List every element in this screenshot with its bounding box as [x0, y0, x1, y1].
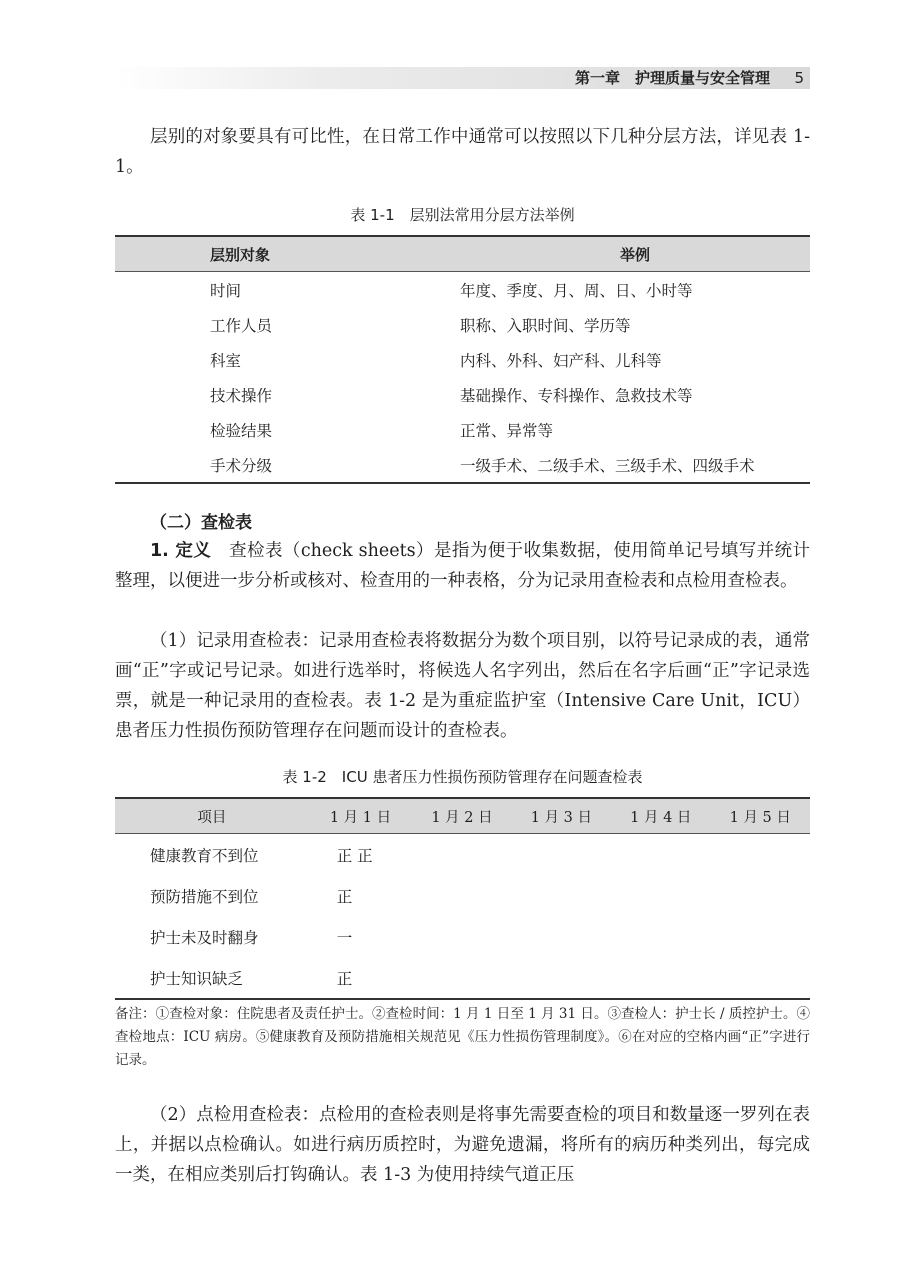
table-row [115, 834, 810, 876]
table-cell [711, 875, 810, 916]
column-header: 举例 [460, 236, 810, 272]
table-header-row [115, 236, 810, 272]
column-header: 1 月 1 日 [309, 798, 413, 834]
table-cell: 工作人员 [210, 316, 273, 335]
table-cell: 预防措施不到位 [150, 887, 259, 906]
column-header: 项目 [115, 798, 309, 834]
table-cell: 护士知识缺乏 [150, 969, 244, 988]
running-header [115, 67, 810, 89]
record-paragraph: （1）记录用查检表：记录用查检表将数据分为数个项目别，以符号记录成的表，通常画“正”字或记号记录。如进行选举时，将候选人名字列出，然后在名字后画“正”字记录选票，就是一种记录用的查检表。表 1-2 是为重症监护室（Intensive Care Unit，ICU）患者压力性损伤预防管理存在问题而设计的查检表。 [115, 631, 810, 741]
table-cell: 职称、入职时间、学历等 [460, 316, 631, 335]
column-header: 1 月 5 日 [711, 798, 810, 834]
table-cell: 基础操作、专科操作、急救技术等 [460, 386, 693, 405]
table-cell [611, 875, 710, 916]
table-row [115, 377, 810, 412]
table-cell: 正 [336, 969, 353, 988]
table-cell [711, 834, 810, 876]
chapter-title: 第一章 护理质量与安全管理 [574, 69, 770, 87]
table-cell [512, 834, 611, 876]
table-row [115, 447, 810, 483]
table2 [115, 797, 810, 1000]
table-row [115, 916, 810, 957]
table-cell: 护士未及时翻身 [150, 928, 259, 947]
table-cell [611, 957, 710, 999]
table-cell: 正 [336, 887, 353, 906]
table-cell [611, 834, 710, 876]
table-cell: 一 [336, 928, 353, 947]
table1 [115, 235, 810, 484]
table-cell: 内科、外科、妇产科、儿科等 [460, 351, 662, 370]
table2-note: 备注：①查检对象：住院患者及责任护士。②查检时间：1 月 1 日至 1 月 31 日。③查检人：护士长 / 质控护士。④查检地点：ICU 病房。⑤健康教育及预防措施相关规范见《压力性损伤管理制度》。⑥在对应的空格内画“正”字进行记录。 [115, 1006, 810, 1068]
definition-paragraph [115, 536, 810, 596]
table-cell: 技术操作 [210, 386, 273, 405]
definition-text: 查检表（check sheets）是指为便于收集数据，使用简单记号填写并统计整理，以便进一步分析或核对、检查用的一种表格，分为记录用查检表和点检用查检表。 [115, 541, 811, 591]
table-cell [611, 916, 710, 957]
table-cell: 正 正 [336, 846, 373, 865]
table-cell: 时间 [210, 281, 242, 300]
column-header: 1 月 2 日 [412, 798, 511, 834]
table-cell [412, 957, 511, 999]
table-row [115, 342, 810, 377]
page-number: 5 [794, 69, 804, 87]
column-header: 1 月 4 日 [611, 798, 710, 834]
table-row [115, 957, 810, 999]
table-cell: 健康教育不到位 [150, 846, 259, 865]
column-header: 层别对象 [115, 236, 460, 272]
section-heading: （二）查检表 [150, 513, 252, 533]
column-header: 1 月 3 日 [512, 798, 611, 834]
table-row [115, 272, 810, 308]
table-row [115, 412, 810, 447]
table-cell: 一级手术、二级手术、三级手术、四级手术 [460, 456, 755, 475]
table-cell [512, 916, 611, 957]
table-cell: 手术分级 [210, 456, 273, 475]
table1-caption: 表 1-1 层别法常用分层方法举例 [350, 206, 575, 224]
table-cell: 年度、季度、月、周、日、小时等 [460, 281, 693, 300]
intro-paragraph: 层别的对象要具有可比性，在日常工作中通常可以按照以下几种分层方法，详见表 1-1。 [115, 127, 810, 177]
table-cell [711, 916, 810, 957]
definition-label: 1. 定义 [150, 541, 212, 561]
table-row [115, 307, 810, 342]
point-paragraph: （2）点检用查检表：点检用的查检表则是将事先需要查检的项目和数量逐一罗列在表上，并据以点检确认。如进行病历质控时，为避免遗漏，将所有的病历种类列出，每完成一类，在相应类别后打钩确认。表 1-3 为使用持续气道正压 [115, 1105, 810, 1185]
table-cell [512, 957, 611, 999]
table-cell: 检验结果 [210, 421, 273, 440]
table-cell: 正常、异常等 [460, 421, 554, 440]
table-row [115, 875, 810, 916]
table-cell [412, 875, 511, 916]
table-cell: 科室 [210, 351, 242, 370]
table2-caption: 表 1-2 ICU 患者压力性损伤预防管理存在问题查检表 [282, 768, 643, 786]
table-header-row [115, 798, 810, 834]
table-cell [711, 957, 810, 999]
table-cell [412, 916, 511, 957]
table-cell [512, 875, 611, 916]
table-cell [412, 834, 511, 876]
